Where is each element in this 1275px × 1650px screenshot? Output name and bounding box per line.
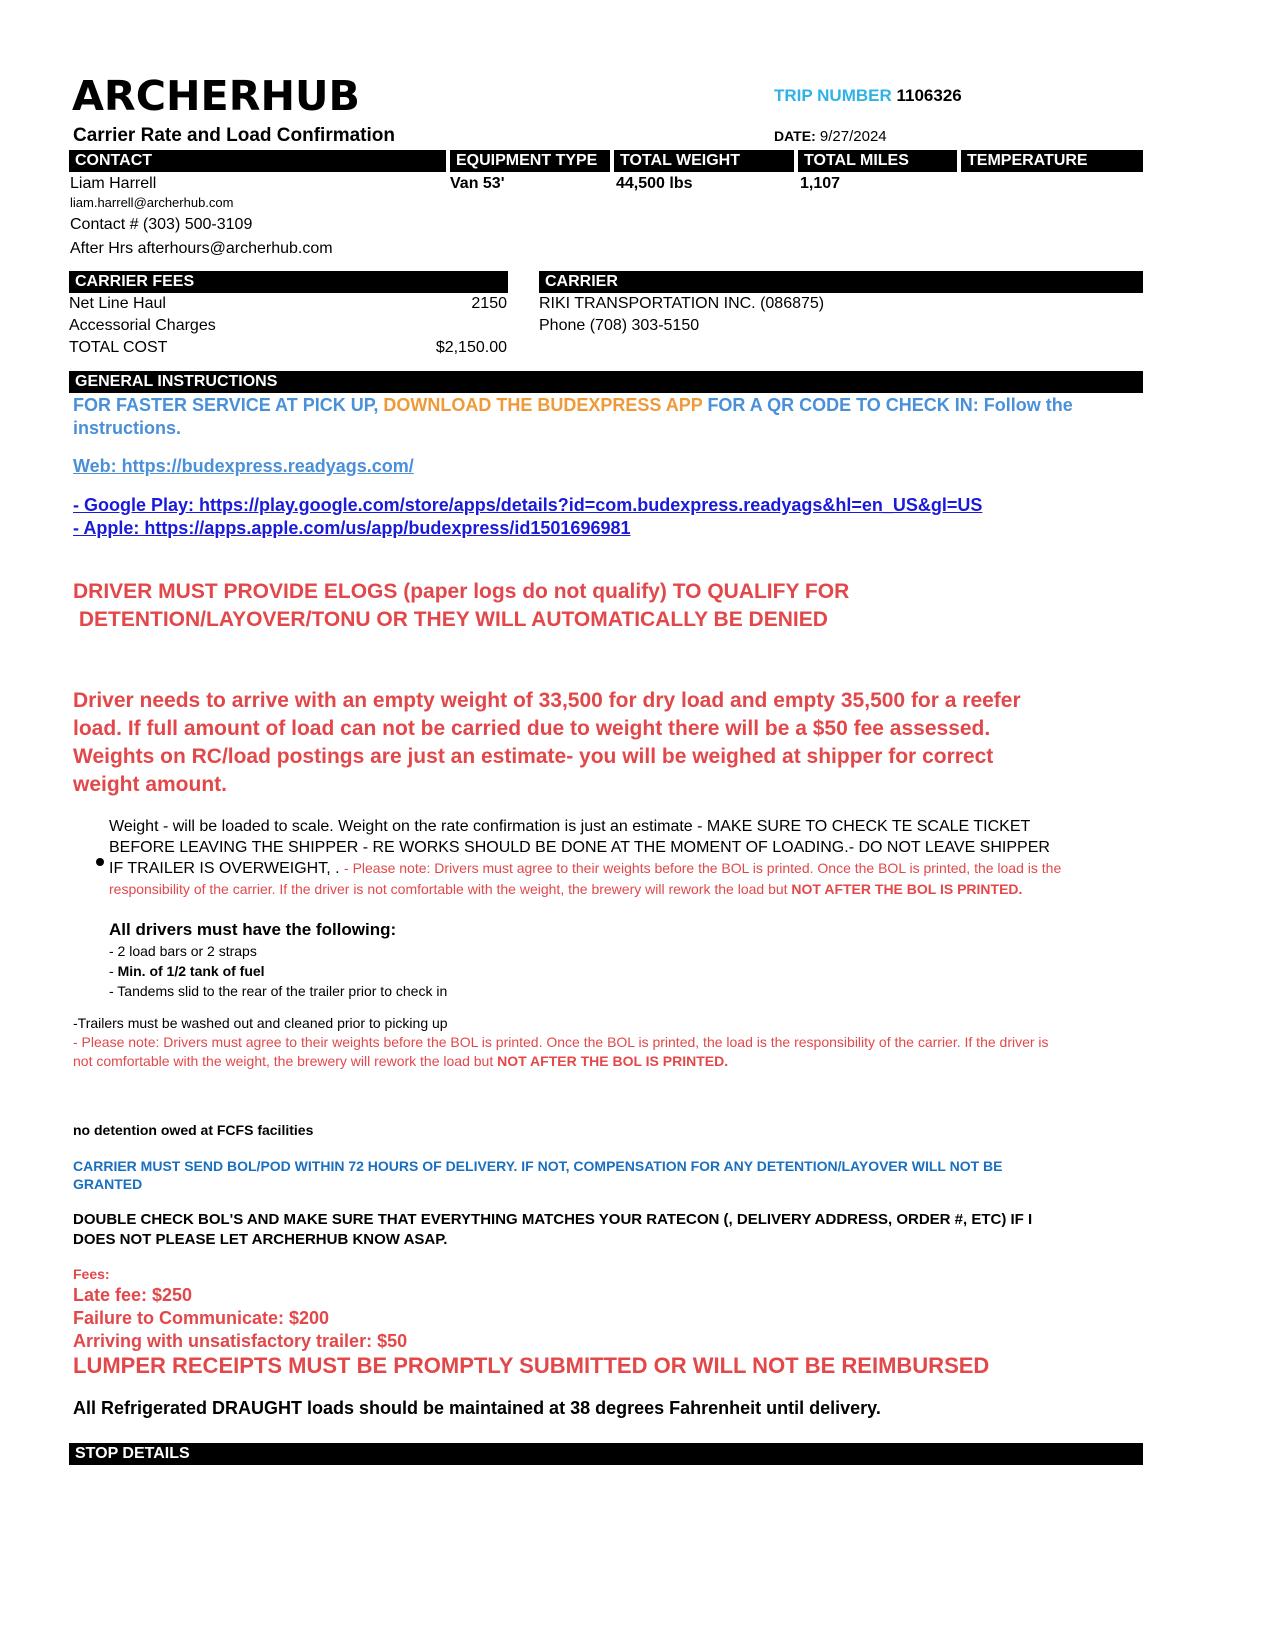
double-check-warning (73, 1210, 1143, 1250)
bullet-note: - Please note: Drivers must agree to their weights before the BOL is printed. Once the BOL is printed, the load is the (344, 860, 1062, 876)
bullet-line-3: IF TRAILER IS OVERWEIGHT, . (109, 860, 345, 877)
net-line-haul-label: Net Line Haul (69, 295, 166, 312)
carrier-phone: Phone (708) 303-5150 (539, 317, 700, 334)
weight-line-1: Driver needs to arrive with an empty weight of 33,500 for dry load and empty 35,500 for a reefer (73, 689, 1021, 712)
bullet-line-1: Weight - will be loaded to scale. Weight on the rate confirmation is just an estimate - MAKE SURE TO CHECK TE SCALE TICKET (109, 818, 1031, 835)
must-have-item: - Tandems slid to the rear of the trailer prior to check in (109, 983, 448, 999)
document-title: Carrier Rate and Load Confirmation (73, 125, 395, 146)
must-have-item-bold: Min. of 1/2 tank of fuel (117, 963, 265, 979)
faster-service-text (73, 394, 1143, 440)
unsatisfactory-trailer-fee: Arriving with unsatisfactory trailer: $50 (73, 1331, 408, 1351)
accessorial-charges-label: Accessorial Charges (69, 317, 216, 334)
carrier-header: CARRIER (539, 271, 1143, 293)
double-check-line-1: DOUBLE CHECK BOL'S AND MAKE SURE THAT EVERYTHING MATCHES YOUR RATECON (, DELIVERY ADDRESS, ORDER #, ETC) IF I (73, 1211, 1033, 1228)
google-play-link[interactable]: - Google Play: https://play.google.com/store/apps/details?id=com.budexpress.readyags&hl=en_US&gl=US (73, 495, 983, 515)
total-cost-value: $2,150.00 (435, 339, 507, 356)
elogs-line-1: DRIVER MUST PROVIDE ELOGS (paper logs do not qualify) TO QUALIFY FOR (73, 580, 850, 603)
empty-weight-warning (73, 687, 1021, 799)
bol-pod-warning (73, 1157, 1143, 1193)
elogs-warning (73, 578, 849, 634)
bol-note-line-1: - Please note: Drivers must agree to their weights before the BOL is printed. Once the BOL is printed, the load is the responsibility of the carrier. If the driver is (73, 1034, 1049, 1050)
archerhub-logo (72, 72, 362, 116)
bullet-line-4: responsibility of the carrier. If the driver is not comfortable with the weight, the brewery will rework the load but (109, 881, 792, 897)
failure-to-communicate-fee: Failure to Communicate: $200 (73, 1308, 330, 1328)
trip-number (774, 86, 962, 106)
total-miles-header: TOTAL MILES (798, 150, 957, 172)
date-value: 9/27/2024 (819, 128, 887, 145)
equipment-type-header: EQUIPMENT TYPE (450, 150, 610, 172)
contact-name: Liam Harrell (70, 175, 157, 192)
elogs-line-2: DETENTION/LAYOVER/TONU OR THEY WILL AUTOMATICALLY BE DENIED (73, 608, 828, 631)
contact-phone: Contact # (303) 500-3109 (70, 216, 253, 233)
bol-note-line-2-bold: NOT AFTER THE BOL IS PRINTED. (497, 1053, 729, 1069)
fees-list (73, 1284, 407, 1353)
carrier-name: RIKI TRANSPORTATION INC. (086875) (539, 295, 825, 312)
total-weight-header: TOTAL WEIGHT (614, 150, 794, 172)
stop-details-header: STOP DETAILS (69, 1443, 1143, 1465)
date-label: DATE: (774, 128, 816, 144)
bol-note-line-2: not comfortable with the weight, the brewery will rework the load but (73, 1053, 498, 1069)
web-link[interactable]: Web: https://budexpress.readyags.com/ (73, 456, 414, 476)
no-detention-text: no detention owed at FCFS facilities (73, 1122, 314, 1138)
must-have-item: - 2 load bars or 2 straps (109, 943, 257, 959)
net-line-haul-value: 2150 (471, 295, 507, 312)
weight-line-3: Weights on RC/load postings are just an estimate- you will be weighed at shipper for correct (73, 745, 994, 768)
document-date (774, 128, 887, 145)
lumper-receipts-warning: LUMPER RECEIPTS MUST BE PROMPTLY SUBMITTED OR WILL NOT BE REIMBURSED (73, 1353, 990, 1378)
temperature-header: TEMPERATURE (961, 150, 1143, 172)
svg-text:ARCHERHUB: ARCHERHUB (72, 72, 360, 116)
bol-pod-line-1: CARRIER MUST SEND BOL/POD WITHIN 72 HOURS OF DELIVERY. IF NOT, COMPENSATION FOR ANY DETENTION/LAYOVER WILL NOT BE (73, 1158, 1003, 1174)
total-miles-value: 1,107 (800, 175, 841, 192)
bullet-line-4-bold: NOT AFTER THE BOL IS PRINTED. (791, 881, 1023, 897)
bullet-dot (96, 858, 104, 866)
faster-service-part: FOR FASTER SERVICE AT PICK UP, (73, 395, 384, 415)
equipment-type-value: Van 53' (450, 175, 505, 192)
contact-header: CONTACT (69, 150, 446, 172)
after-hours-contact: After Hrs afterhours@archerhub.com (70, 240, 333, 257)
general-instructions-header: GENERAL INSTRUCTIONS (69, 371, 1143, 393)
must-have-dash: - (109, 963, 118, 979)
check-in-text: FOR A QR CODE TO CHECK IN: Follow the instructions. (73, 395, 1073, 438)
late-fee: Late fee: $250 (73, 1285, 193, 1305)
bullet-line-2: BEFORE LEAVING THE SHIPPER - RE WORKS SHOULD BE DONE AT THE MOMENT OF LOADING.- DO NOT LEAVE SHIPPER (109, 839, 1050, 856)
download-app-text: DOWNLOAD THE BUDEXPRESS APP (383, 395, 703, 415)
carrier-fees-header: CARRIER FEES (69, 271, 508, 293)
trip-number-label: TRIP NUMBER (774, 86, 892, 105)
double-check-line-2: DOES NOT PLEASE LET ARCHERHUB KNOW ASAP. (73, 1231, 448, 1248)
bol-note (73, 1033, 1143, 1071)
must-have-list (109, 941, 447, 1001)
trailers-washed-text: -Trailers must be washed out and cleaned prior to picking up (73, 1015, 448, 1031)
trip-number-value: 1106326 (896, 86, 962, 105)
must-have-title: All drivers must have the following: (109, 920, 397, 939)
total-cost-label: TOTAL COST (69, 339, 168, 356)
contact-email[interactable]: liam.harrell@archerhub.com (70, 195, 234, 210)
total-weight-value: 44,500 lbs (616, 175, 693, 192)
bol-pod-line-2: GRANTED (73, 1176, 143, 1192)
fees-label: Fees: (73, 1266, 110, 1282)
weight-bullet-item (109, 816, 1149, 900)
weight-line-4: weight amount. (73, 773, 227, 796)
weight-line-2: load. If full amount of load can not be carried due to weight there will be a $50 fee assessed. (73, 717, 991, 740)
apple-link[interactable]: - Apple: https://apps.apple.com/us/app/budexpress/id1501696981 (73, 518, 631, 538)
draught-temperature-note: All Refrigerated DRAUGHT loads should be maintained at 38 degrees Fahrenheit until delivery. (73, 1398, 881, 1418)
